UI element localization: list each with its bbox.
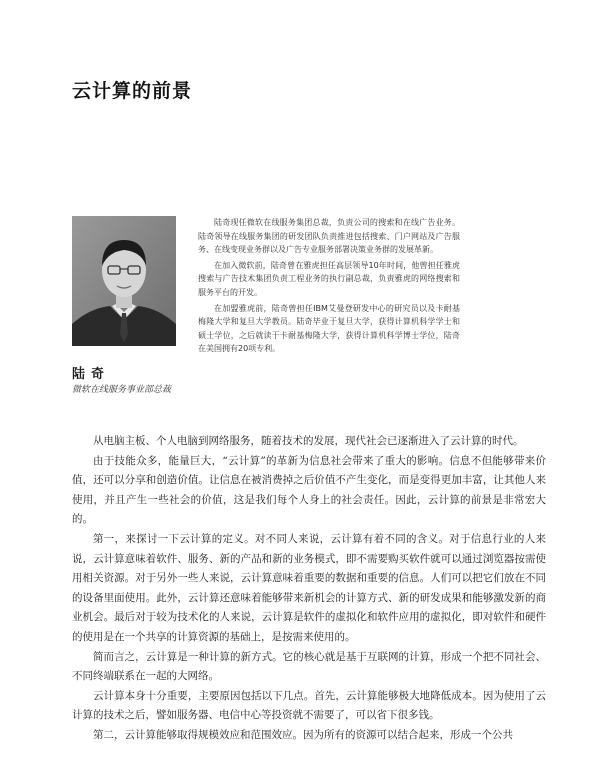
article-title: 云计算的前景 xyxy=(72,80,193,102)
body-paragraph: 第二，云计算能够取得规模效应和范围效应。因为所有的资源可以结合起来，形成一个公共 xyxy=(93,728,513,741)
body-paragraph: 从电脑主板、个人电脑到网络服务，随着技术的发展，现代社会已逐渐进入了云计算的时代。 xyxy=(93,435,524,447)
author-name: 陆奇 xyxy=(72,367,111,382)
bio-paragraph: 在加盟雅虎前，陆奇曾担任IBM艾曼登研发中心的研究员以及卡耐基梅隆大学和复旦大学教员。陆奇毕业于复旦大学，获得计算机科学学士和硕士学位，之后就读于卡耐基梅隆大学，获得计算机科学博士学位，陆奇在美国拥有20项专利。 xyxy=(198,303,460,354)
body-paragraph: 简而言之，云计算是一种计算的新方式。它的核心就是基于互联网的计算，形成一个把不同社会、不同终端联系在一起的大网络。 xyxy=(72,650,546,683)
body-paragraph: 第一，来探讨一下云计算的定义。对不同人来说，云计算有着不同的含义。对于信息行业的人来说，云计算意味着软件、服务、新的产品和新的业务模式，即不需要购买软件就可以通过浏览器按需使用相关资源。对于另外一些人来说，云计算意味着重要的数据和重要的信息。人们可以把它们放在不同的设备里面使用。此外，云计算还意味着能够带来新机会的计算方式、新的研发成果和能够激发新的商业机会。最后对于较为技术化的人来说，云计算是软件的虚拟化和软件应用的虚拟化，即对软件和硬件的使用是在一个共享的计算资源的基础上，是按需来使用的。 xyxy=(72,532,546,643)
body-paragraph: 由于技能众多，能量巨大，“云计算”的革新为信息社会带来了重大的影响。信息不但能够带来价值，还可以分享和创造价值。让信息在被消费掉之后价值不产生变化，而是变得更加丰富，让其他人来使用，并且产生一些社会的价值，这是我们每个人身上的社会责任。因此，云计算的前景是非常宏大的。 xyxy=(72,454,546,526)
author-bio xyxy=(198,216,460,358)
article-body xyxy=(72,432,546,746)
author-role: 微软在线服务事业部总裁 xyxy=(72,385,172,395)
author-photo xyxy=(72,216,176,346)
bio-paragraph: 在加入微软前，陆奇曾在雅虎担任高层领导10年时间，他曾担任雅虎搜索与广告技术集团负责工程业务的执行副总裁，负责雅虎的网络搜索和服务平台的开发。 xyxy=(198,260,460,297)
body-paragraph: 云计算本身十分重要，主要原因包括以下几点。首先，云计算能够极大地降低成本。因为使用了云计算的技术之后，譬如服务器、电信中心等投资就不需要了，可以省下很多钱。 xyxy=(72,689,546,722)
bio-paragraph: 陆奇现任微软在线服务集团总裁，负责公司的搜索和在线广告业务。陆奇领导在线服务集团的研发团队负责推进包括搜索、门户网站及广告服务、在线变现业务群以及广告专业服务部署决策业务群的发展革新。 xyxy=(198,218,460,255)
